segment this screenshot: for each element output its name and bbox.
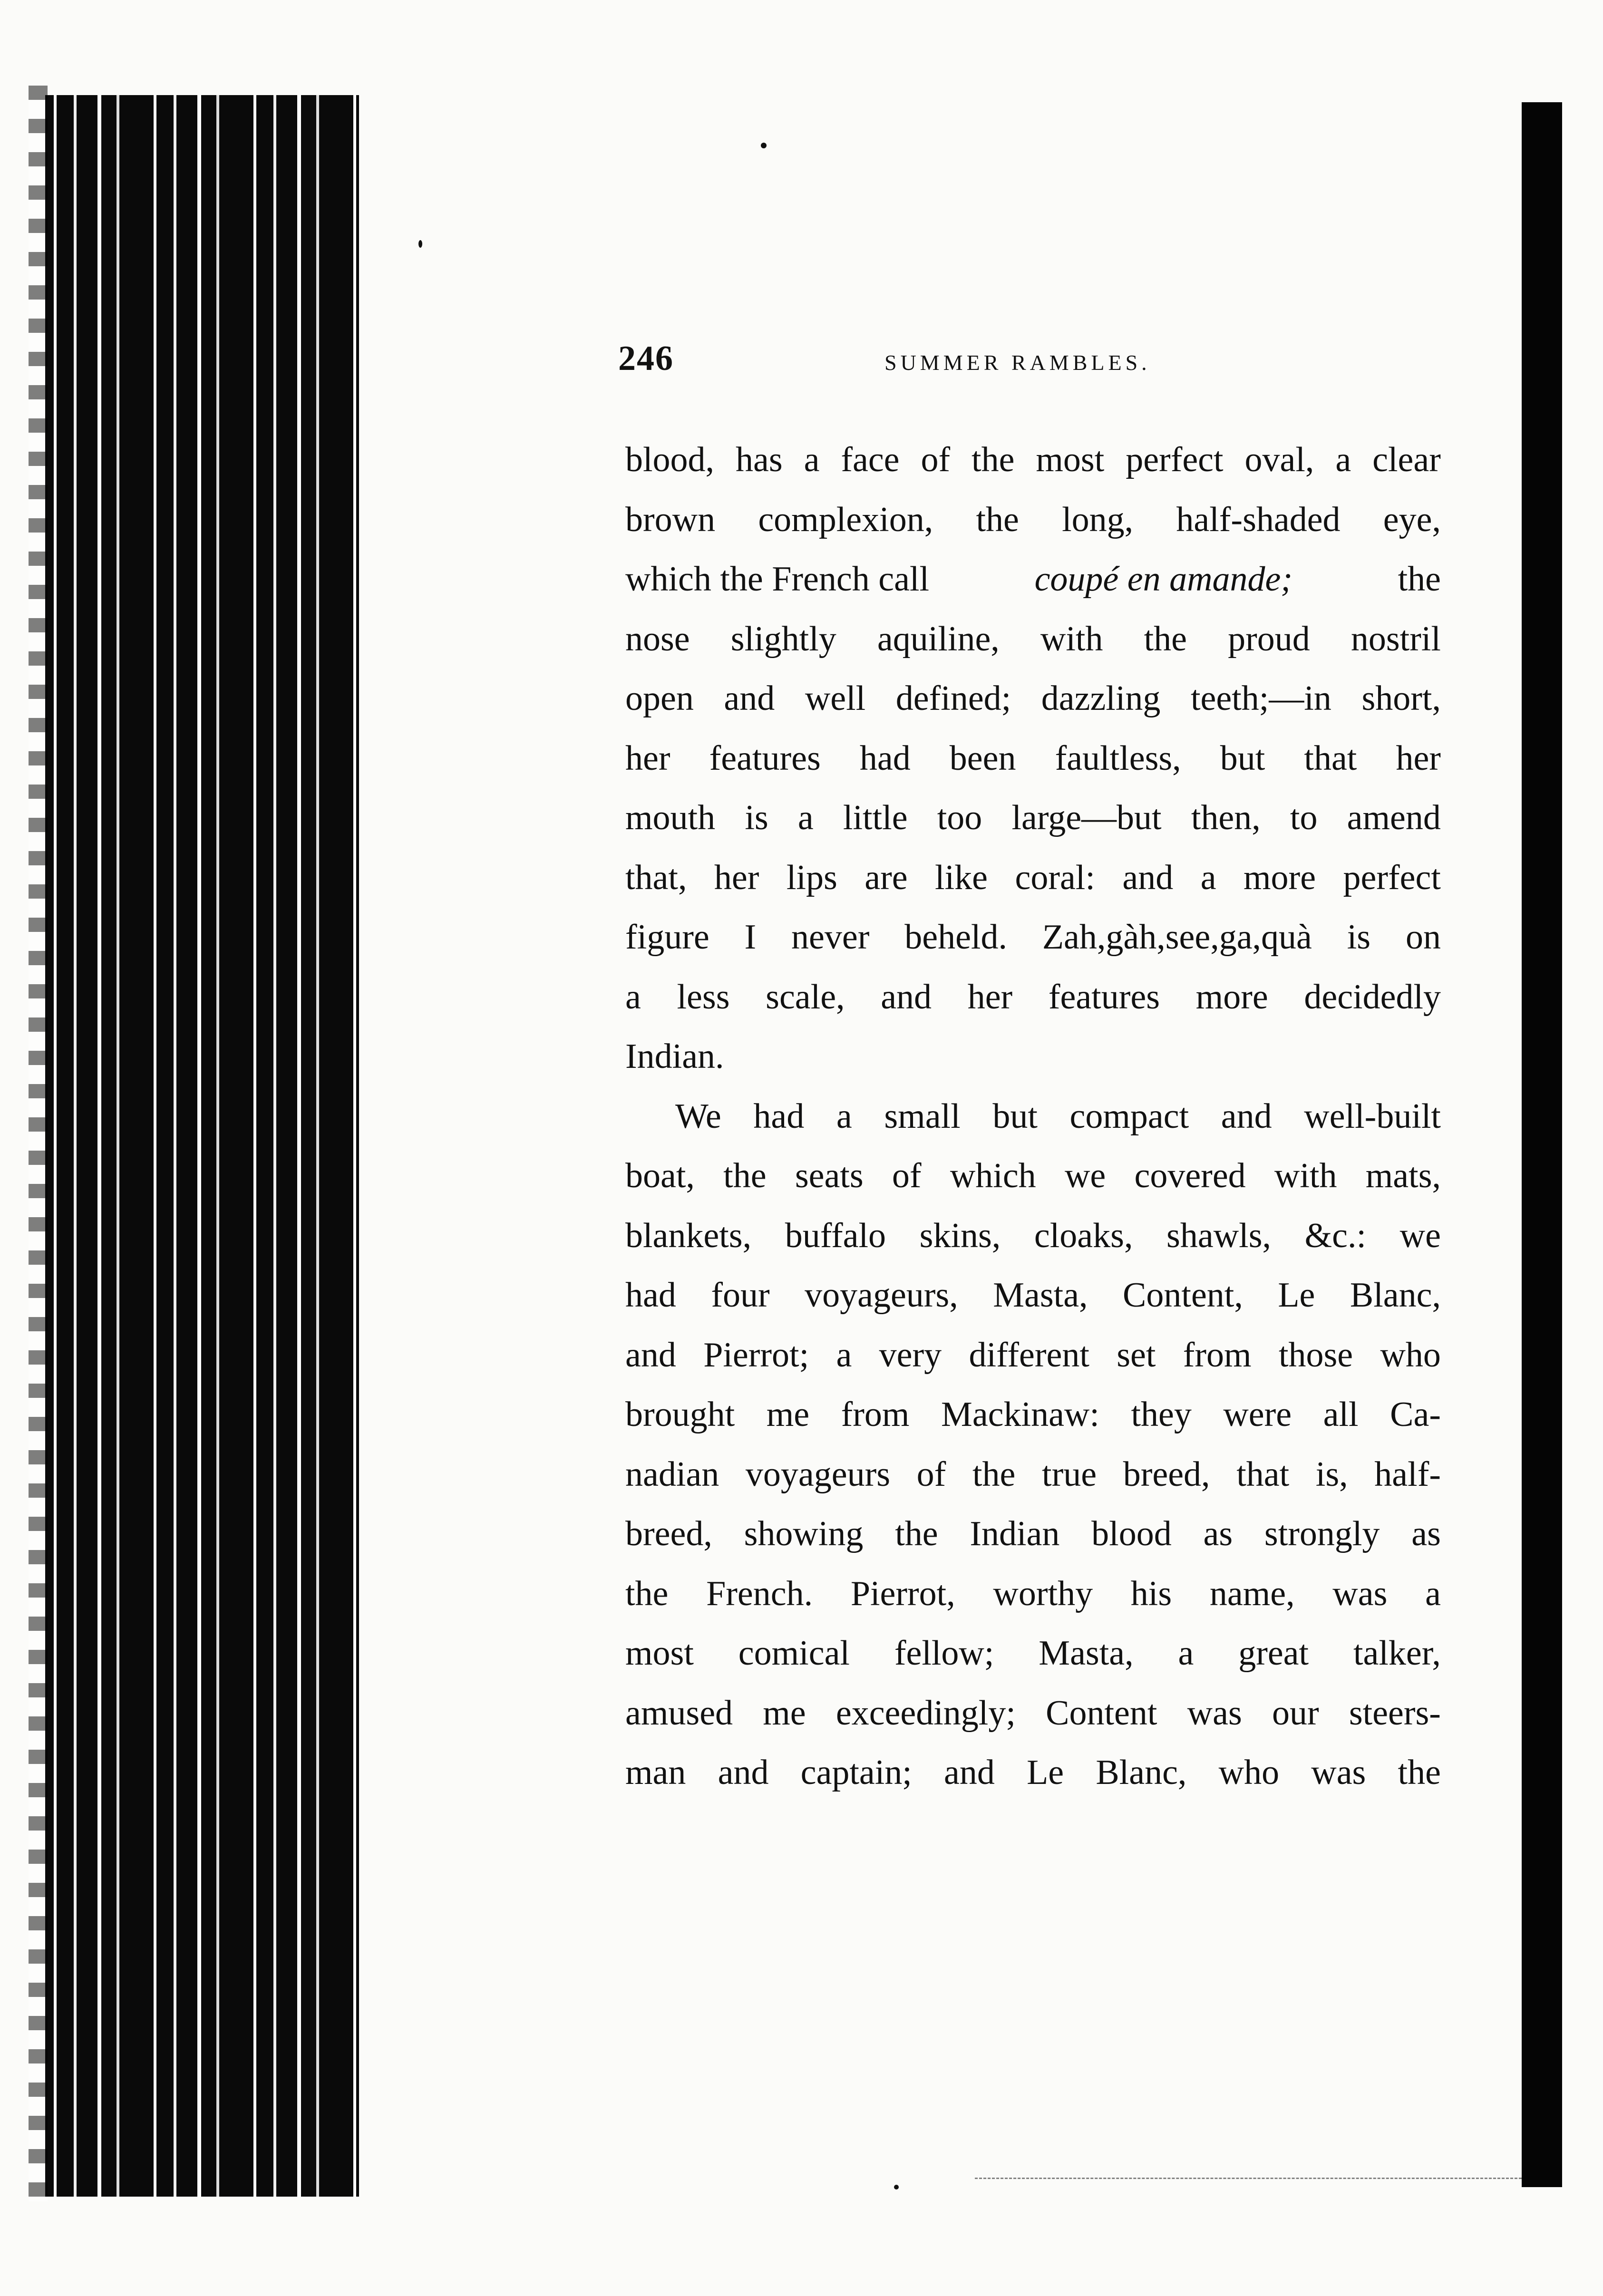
- text-line: nadian voyageurs of the true breed, that is, half-: [625, 1454, 1441, 1494]
- right-page-edge-band: [1522, 102, 1562, 2187]
- italic-phrase: coupé en amande;: [1034, 560, 1293, 599]
- running-head: SUMMER RAMBLES.: [884, 350, 1151, 375]
- text-line: amused me exceedingly; Content was our steers-: [625, 1693, 1441, 1733]
- text-line: and Pierrot; a very different set from those who: [625, 1335, 1441, 1375]
- page-number: 246: [618, 339, 674, 378]
- text-line: the French. Pierrot, worthy his name, was a: [625, 1574, 1441, 1613]
- text-line: mouth is a little too large—but then, to amend: [625, 798, 1441, 837]
- scan-speck: [894, 2185, 899, 2189]
- body-text: [625, 430, 1441, 1803]
- text-line: man and captain; and Le Blanc, who was the: [625, 1753, 1441, 1792]
- text-line: blankets, buffalo skins, cloaks, shawls, &c.: we: [625, 1216, 1441, 1255]
- paragraph-start-line: We had a small but compact and well-built: [675, 1096, 1441, 1136]
- text-line: that, her lips are like coral: and a more perfect: [625, 858, 1441, 897]
- scan-speck: [418, 240, 422, 248]
- text-line: brown complexion, the long, half-shaded eye,: [625, 500, 1441, 539]
- text-line: nose slightly aquiline, with the proud nostril: [625, 619, 1441, 659]
- text-line: [625, 550, 1441, 610]
- bottom-scan-scratches: [975, 2159, 1522, 2179]
- text-segment: the: [1398, 560, 1441, 599]
- text-line: open and well defined; dazzling teeth;—in short,: [625, 679, 1441, 718]
- text-line: breed, showing the Indian blood as strongly as: [625, 1514, 1441, 1553]
- binding-edge-shadow: [29, 86, 48, 2201]
- text-line: her features had been faultless, but that her: [625, 738, 1441, 778]
- text-segment: which the French call: [625, 560, 930, 599]
- text-line: blood, has a face of the most perfect oval, a clear: [625, 440, 1441, 479]
- paragraph-end-line: Indian.: [625, 1037, 724, 1076]
- text-line: brought me from Mackinaw: they were all Ca-: [625, 1395, 1441, 1434]
- text-line: most comical fellow; Masta, a great talker,: [625, 1634, 1441, 1673]
- binding-gutter-scan-artifact: [45, 95, 359, 2197]
- text-line: had four voyageurs, Masta, Content, Le Blanc,: [625, 1276, 1441, 1315]
- scan-speck: [761, 143, 767, 148]
- text-line: boat, the seats of which we covered with mats,: [625, 1156, 1441, 1195]
- text-line: figure I never beheld. Zah,gàh,see,ga,quà is on: [625, 918, 1441, 957]
- text-line: a less scale, and her features more decidedly: [625, 977, 1441, 1017]
